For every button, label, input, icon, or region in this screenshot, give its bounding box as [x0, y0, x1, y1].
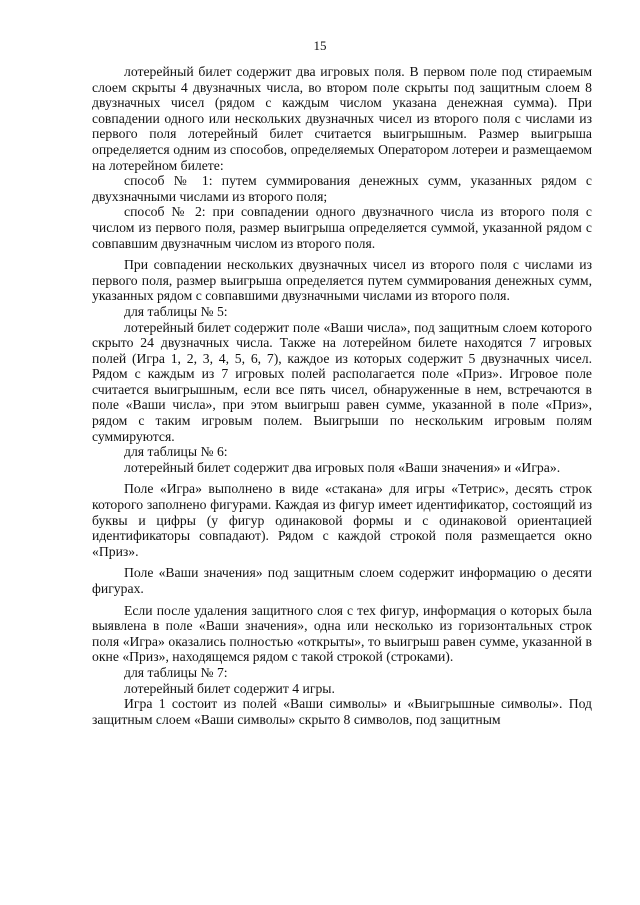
paragraph-multiple-matches: При совпадении нескольких двузначных чисел из второго поля с числами из первого поля, размер выигрыша определяется путем суммирования денежных сумм, указанных рядом с совпавшими двузначными числами из второго поля.	[92, 257, 592, 304]
paragraph-tetris-field: Поле «Игра» выполнено в виде «стакана» для игры «Тетрис», десять строк которого заполнено фигурами. Каждая из фигур имеет идентификатор, состоящий из буквы и цифры (у фигур одинаковой формы и с одинаковой ориентацией идентификаторы совпадают). Рядом с каждой строкой поля размещается окно «Приз».	[92, 481, 592, 559]
paragraph-game-1: Игра 1 состоит из полей «Ваши символы» и «Выигрышные символы». Под защитным слоем «Ваши символы» скрыто 8 символов, под защитным	[92, 696, 592, 727]
paragraph-ticket-two-fields: лотерейный билет содержит два игровых поля. В первом поле под стираемым слоем скрыты 4 двузначных числа, во втором поле скрыты под защитным слоем 8 двузначных чисел (рядом с каждым числом указана денежная сумма). При совпадении одного или нескольких двузначных чисел из второго поля с числами из первого поля лотерейный билет считается выигрышным. Размер выигрыша определяется одним из способов, определяемых Оператором лотереи и размещаемом на лотерейном билете:	[92, 64, 592, 173]
paragraph-table-5: лотерейный билет содержит поле «Ваши числа», под защитным слоем которого скрыто 24 двузначных числа. Также на лотерейном билете находятся 7 игровых полей (Игра 1, 2, 3, 4, 5, 6, 7), каждое из которых содержит 5 двузначных чисел. Рядом с каждым из 7 игровых полей располагается поле «Приз». Игровое поле считается выигрышным, если все пять чисел, обнаруженные в нем, встречаются в поле «Ваши числа», при этом выигрыш равен сумме, указанной в поле «Приз», рядом с таким игровым полем. Выигрыши по нескольким игровым полям суммируются.	[92, 319, 592, 444]
heading-table-5: для таблицы № 5:	[124, 303, 228, 319]
heading-table-6: для таблицы № 6:	[124, 444, 228, 460]
paragraph-table-7-games: лотерейный билет содержит 4 игры.	[124, 680, 335, 696]
paragraph-your-values: Поле «Ваши значения» под защитным слоем содержит информацию о десяти фигурах.	[92, 565, 592, 596]
paragraph-method-2: способ № 2: при совпадении одного двузначного числа из второго поля с числом из первого поля, размер выигрыша определяется суммой, указанной рядом с совпавшим двузначным числом из второго поля.	[92, 204, 592, 251]
paragraph-win-condition: Если после удаления защитного слоя с тех фигур, информация о которых была выявлена в поле «Ваши значения», одна или несколько из горизонтальных строк поля «Игра» оказались полностью «открыты», то выигрыш равен сумме, указанной в окне «Приз», находящемся рядом с такой строкой (строками).	[92, 602, 592, 665]
page-number: 15	[313, 38, 327, 53]
paragraph-table-6-fields: лотерейный билет содержит два игровых поля «Ваши значения» и «Игра».	[124, 459, 561, 475]
body-text	[92, 64, 592, 727]
paragraph-method-1: способ № 1: путем суммирования денежных сумм, указанных рядом с двухзначными числами из второго поля;	[92, 173, 592, 204]
heading-table-7: для таблицы № 7:	[124, 664, 228, 680]
